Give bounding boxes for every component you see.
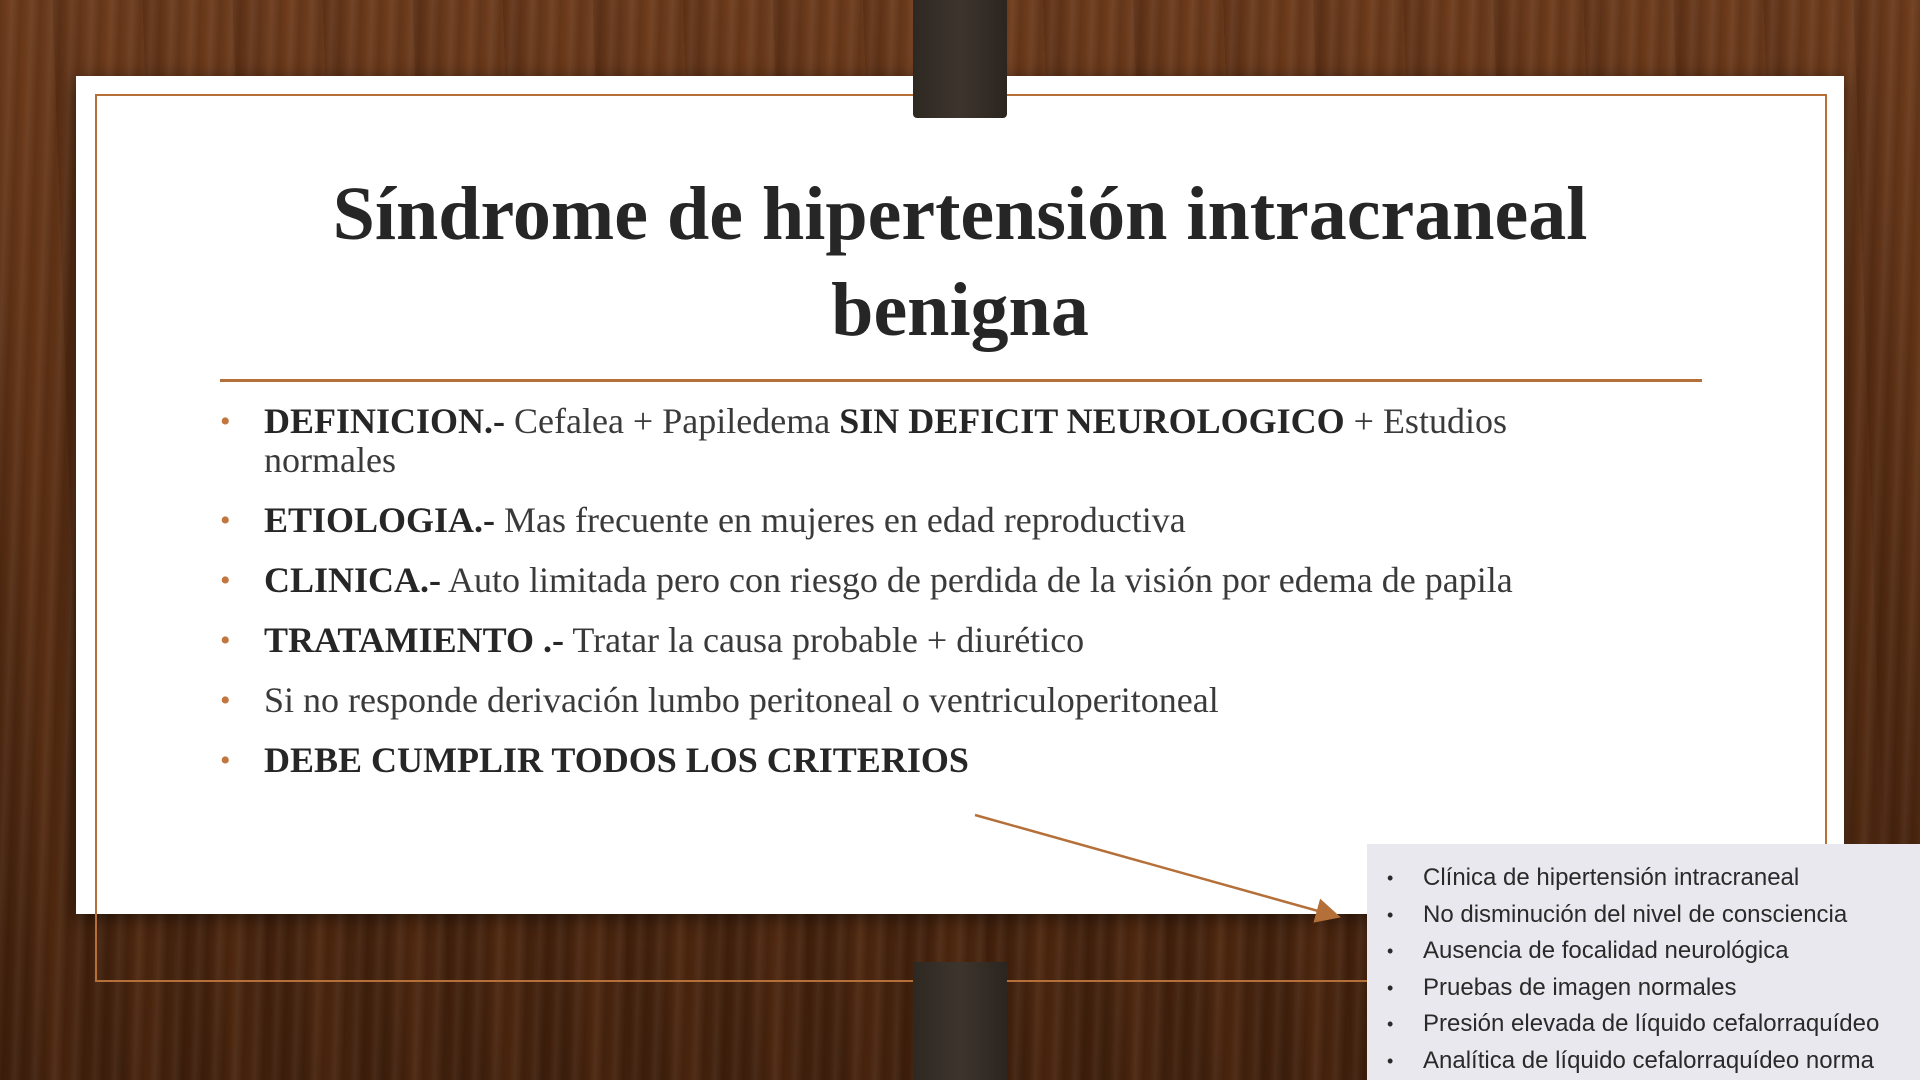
strap-bottom-decoration (913, 962, 1007, 1080)
bullet-dot-icon: • (220, 504, 231, 537)
bullet-definicion (220, 402, 1560, 480)
criteria-text: No disminución del nivel de consciencia (1423, 900, 1848, 928)
criteria-text: Presión elevada de líquido cefalorraquídeo (1423, 1010, 1880, 1038)
bullet-label: ETIOLOGIA.- (264, 500, 496, 540)
criteria-item (1379, 897, 1920, 934)
criteria-item (1379, 1006, 1920, 1043)
bullet-dot-icon: • (1387, 904, 1394, 925)
bullet-dot-icon: • (220, 564, 231, 597)
bullet-dot-icon: • (1387, 941, 1394, 962)
slide-title: Síndrome de hipertensión intracraneal benigna (332, 172, 1588, 352)
criteria-list (1367, 844, 1920, 1080)
bullet-label: DEBE CUMPLIR TODOS LOS CRITERIOS (264, 740, 969, 780)
bullet-derivacion (220, 681, 1560, 720)
title-divider (220, 379, 1702, 382)
bullet-label: TRATAMIENTO .- (264, 620, 565, 660)
strap-top-decoration (913, 0, 1007, 118)
bullet-etiologia (220, 501, 1560, 540)
bullet-text: Cefalea + Papiledema (505, 401, 840, 441)
bullet-label: DEFINICION.- (264, 401, 506, 441)
criteria-text: Clínica de hipertensión intracraneal (1423, 864, 1800, 891)
bullet-dot-icon: • (1387, 868, 1394, 888)
bullet-text: Tratar la causa probable + diurético (564, 620, 1085, 660)
bullet-criterios (220, 741, 1560, 780)
criteria-text: Ausencia de focalidad neurológica (1423, 937, 1789, 965)
bullet-dot-icon: • (220, 744, 231, 777)
bullet-list (220, 402, 1560, 801)
bullet-label: CLINICA.- (264, 560, 442, 600)
criteria-text: Analítica de líquido cefalorraquídeo norma (1423, 1046, 1874, 1074)
bullet-text: + Estudios normales (264, 401, 1507, 480)
bullet-dot-icon: • (220, 684, 231, 717)
bullet-tratamiento (220, 621, 1560, 660)
criteria-item (1379, 860, 1920, 897)
bullet-clinica (220, 561, 1560, 600)
criteria-item (1379, 970, 1920, 1007)
bullet-dot-icon: • (1387, 1050, 1394, 1071)
bullet-strong-text: SIN DEFICIT NEUROLOGICO (839, 401, 1345, 441)
criteria-item (1379, 933, 1920, 970)
bullet-dot-icon: • (220, 624, 231, 657)
bullet-text: Mas frecuente en mujeres en edad reproductiva (495, 500, 1186, 540)
bullet-text: Si no responde derivación lumbo peritoneal o ventriculoperitoneal (264, 680, 1219, 720)
criteria-item (1379, 1043, 1920, 1080)
criteria-box (1367, 844, 1920, 1080)
bullet-dot-icon: • (1387, 977, 1394, 998)
bullet-text: Auto limitada pero con riesgo de perdida de la visión por edema de papila (441, 560, 1513, 600)
bullet-dot-icon: • (1387, 1014, 1394, 1035)
bullet-dot-icon: • (220, 405, 231, 438)
criteria-text: Pruebas de imagen normales (1423, 973, 1737, 1001)
